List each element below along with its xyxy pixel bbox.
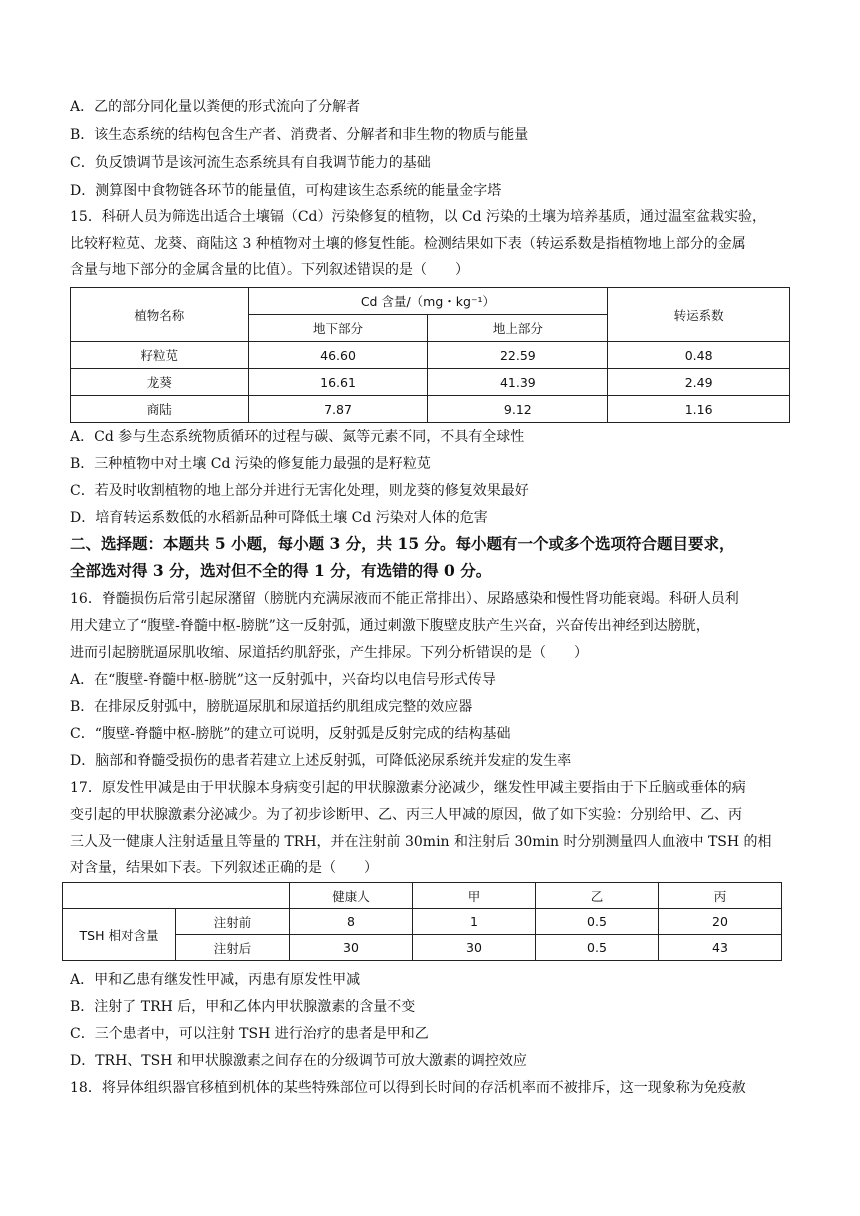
cell-after-healthy: 30 <box>290 935 413 961</box>
header-healthy: 健康人 <box>290 883 413 909</box>
q17-stem-line1: 17．原发性甲减是由于甲状腺本身病变引起的甲状腺激素分泌减少，继发性甲减主要指由于下丘脑或垂体的病 <box>70 780 746 796</box>
table-row <box>71 342 790 369</box>
cell-plant: 籽粒苋 <box>71 342 249 369</box>
q14-option-d: D．测算图中食物链各环节的能量值，可构建该生态系统的能量金字塔 <box>70 183 502 199</box>
q17-option-b: B．注射了 TRH 后，甲和乙体内甲状腺激素的含量不变 <box>70 999 416 1015</box>
table-row <box>71 396 790 423</box>
cell-after-bing: 43 <box>659 935 782 961</box>
q17-stem-line4: 对含量，结果如下表。下列叙述正确的是（ ） <box>70 860 378 876</box>
q15-option-d: D．培育转运系数低的水稻新品种可降低土壤 Cd 污染对人体的危害 <box>70 510 488 526</box>
tsh-table <box>62 882 782 961</box>
table-row <box>71 369 790 396</box>
q16-stem-line3: 进而引起膀胱逼尿肌收缩、尿道括约肌舒张，产生排尿。下列分析错误的是（ ） <box>70 645 588 661</box>
cell-below: 46.60 <box>248 342 428 369</box>
cell-above: 9.12 <box>428 396 608 423</box>
cell-after-jia: 30 <box>413 935 536 961</box>
header-below-ground: 地下部分 <box>248 315 428 342</box>
q17-stem-line3: 三人及一健康人注射适量且等量的 TRH，并在注射前 30min 和注射后 30min 时分别测量四人血液中 TSH 的相 <box>70 834 772 850</box>
q16-option-c: C．“腹壁-脊髓中枢-膀胱”的建立可说明，反射弧是反射完成的结构基础 <box>70 726 511 742</box>
q15-option-c: C．若及时收割植物的地上部分并进行无害化处理，则龙葵的修复效果最好 <box>70 483 529 499</box>
q18-stem-line1: 18．将异体组织器官移植到机体的某些特殊部位可以得到长时间的存活机率而不被排斥，这一现象称为免疫赦 <box>70 1080 746 1096</box>
q17-option-c: C．三个患者中，可以注射 TSH 进行治疗的患者是甲和乙 <box>70 1026 429 1042</box>
cell-plant: 龙葵 <box>71 369 249 396</box>
cell-plant: 商陆 <box>71 396 249 423</box>
q15-stem-line1: 15．科研人员为筛选出适合土壤镉（Cd）污染修复的植物，以 Cd 污染的土壤为培养基质，通过温室盆栽实验， <box>70 209 767 225</box>
header-transfer-coefficient: 转运系数 <box>608 288 790 342</box>
section2-heading-line1: 二、选择题：本题共 5 小题，每小题 3 分，共 15 分。每小题有一个或多个选项符合题目要求， <box>70 534 735 553</box>
cell-before-healthy: 8 <box>290 909 413 935</box>
header-yi: 乙 <box>536 883 659 909</box>
cell-coef: 1.16 <box>608 396 790 423</box>
cell-below: 7.87 <box>248 396 428 423</box>
cell-below: 16.61 <box>248 369 428 396</box>
header-plant-name: 植物名称 <box>71 288 249 342</box>
header-jia: 甲 <box>413 883 536 909</box>
cell-before-yi: 0.5 <box>536 909 659 935</box>
cell-before-jia: 1 <box>413 909 536 935</box>
q16-stem-line1: 16．脊髓损伤后常引起尿潴留（膀胱内充满尿液而不能正常排出）、尿路感染和慢性肾功能衰竭。科研人员利 <box>70 591 739 607</box>
q14-option-b: B．该生态系统的结构包含生产者、消费者、分解者和非生物的物质与能量 <box>70 127 529 143</box>
q16-option-d: D．脑部和脊髓受损伤的患者若建立上述反射弧，可降低泌尿系统并发症的发生率 <box>70 753 572 769</box>
label-after: 注射后 <box>176 935 290 961</box>
cell-after-yi: 0.5 <box>536 935 659 961</box>
cell-coef: 2.49 <box>608 369 790 396</box>
header-bing: 丙 <box>659 883 782 909</box>
section2-heading-line2: 全部选对得 3 分，选对但不全的得 1 分，有选错的得 0 分。 <box>70 561 492 580</box>
q14-option-a: A．乙的部分同化量以粪便的形式流向了分解者 <box>70 99 361 115</box>
table-row <box>63 909 782 935</box>
q16-option-b: B．在排尿反射弧中，膀胱逼尿肌和尿道括约肌组成完整的效应器 <box>70 699 473 715</box>
cd-content-table <box>70 287 790 423</box>
q16-option-a: A．在“腹壁-脊髓中枢-膀胱”这一反射弧中，兴奋均以电信号形式传导 <box>70 672 496 688</box>
q15-stem-line2: 比较籽粒苋、龙葵、商陆这 3 种植物对土壤的修复性能。检测结果如下表（转运系数是指植物地上部分的金属 <box>70 236 746 252</box>
q17-stem-line2: 变引起的甲状腺激素分泌减少。为了初步诊断甲、乙、丙三人甲减的原因，做了如下实验：分别给甲、乙、丙 <box>70 807 742 823</box>
q15-stem-line3: 含量与地下部分的金属含量的比值）。下列叙述错误的是（ ） <box>70 262 469 278</box>
row-label-tsh: TSH 相对含量 <box>63 909 176 961</box>
q16-stem-line2: 用犬建立了“腹壁-脊髓中枢-膀胱”这一反射弧，通过刺激下腹壁皮肤产生兴奋，兴奋传出神经到达膀胱， <box>70 618 710 634</box>
cell-above: 22.59 <box>428 342 608 369</box>
label-before: 注射前 <box>176 909 290 935</box>
header-above-ground: 地上部分 <box>428 315 608 342</box>
q17-option-d: D．TRH、TSH 和甲状腺激素之间存在的分级调节可放大激素的调控效应 <box>70 1053 527 1069</box>
header-blank <box>63 883 290 909</box>
cell-before-bing: 20 <box>659 909 782 935</box>
header-cd-content: Cd 含量/（mg・kg⁻¹） <box>248 288 608 315</box>
q14-option-c: C．负反馈调节是该河流生态系统具有自我调节能力的基础 <box>70 155 431 171</box>
q17-option-a: A．甲和乙患有继发性甲减，丙患有原发性甲减 <box>70 972 361 988</box>
q15-option-b: B．三种植物中对土壤 Cd 污染的修复能力最强的是籽粒苋 <box>70 456 431 472</box>
cell-above: 41.39 <box>428 369 608 396</box>
cell-coef: 0.48 <box>608 342 790 369</box>
q15-option-a: A．Cd 参与生态系统物质循环的过程与碳、氮等元素不同，不具有全球性 <box>70 429 525 445</box>
